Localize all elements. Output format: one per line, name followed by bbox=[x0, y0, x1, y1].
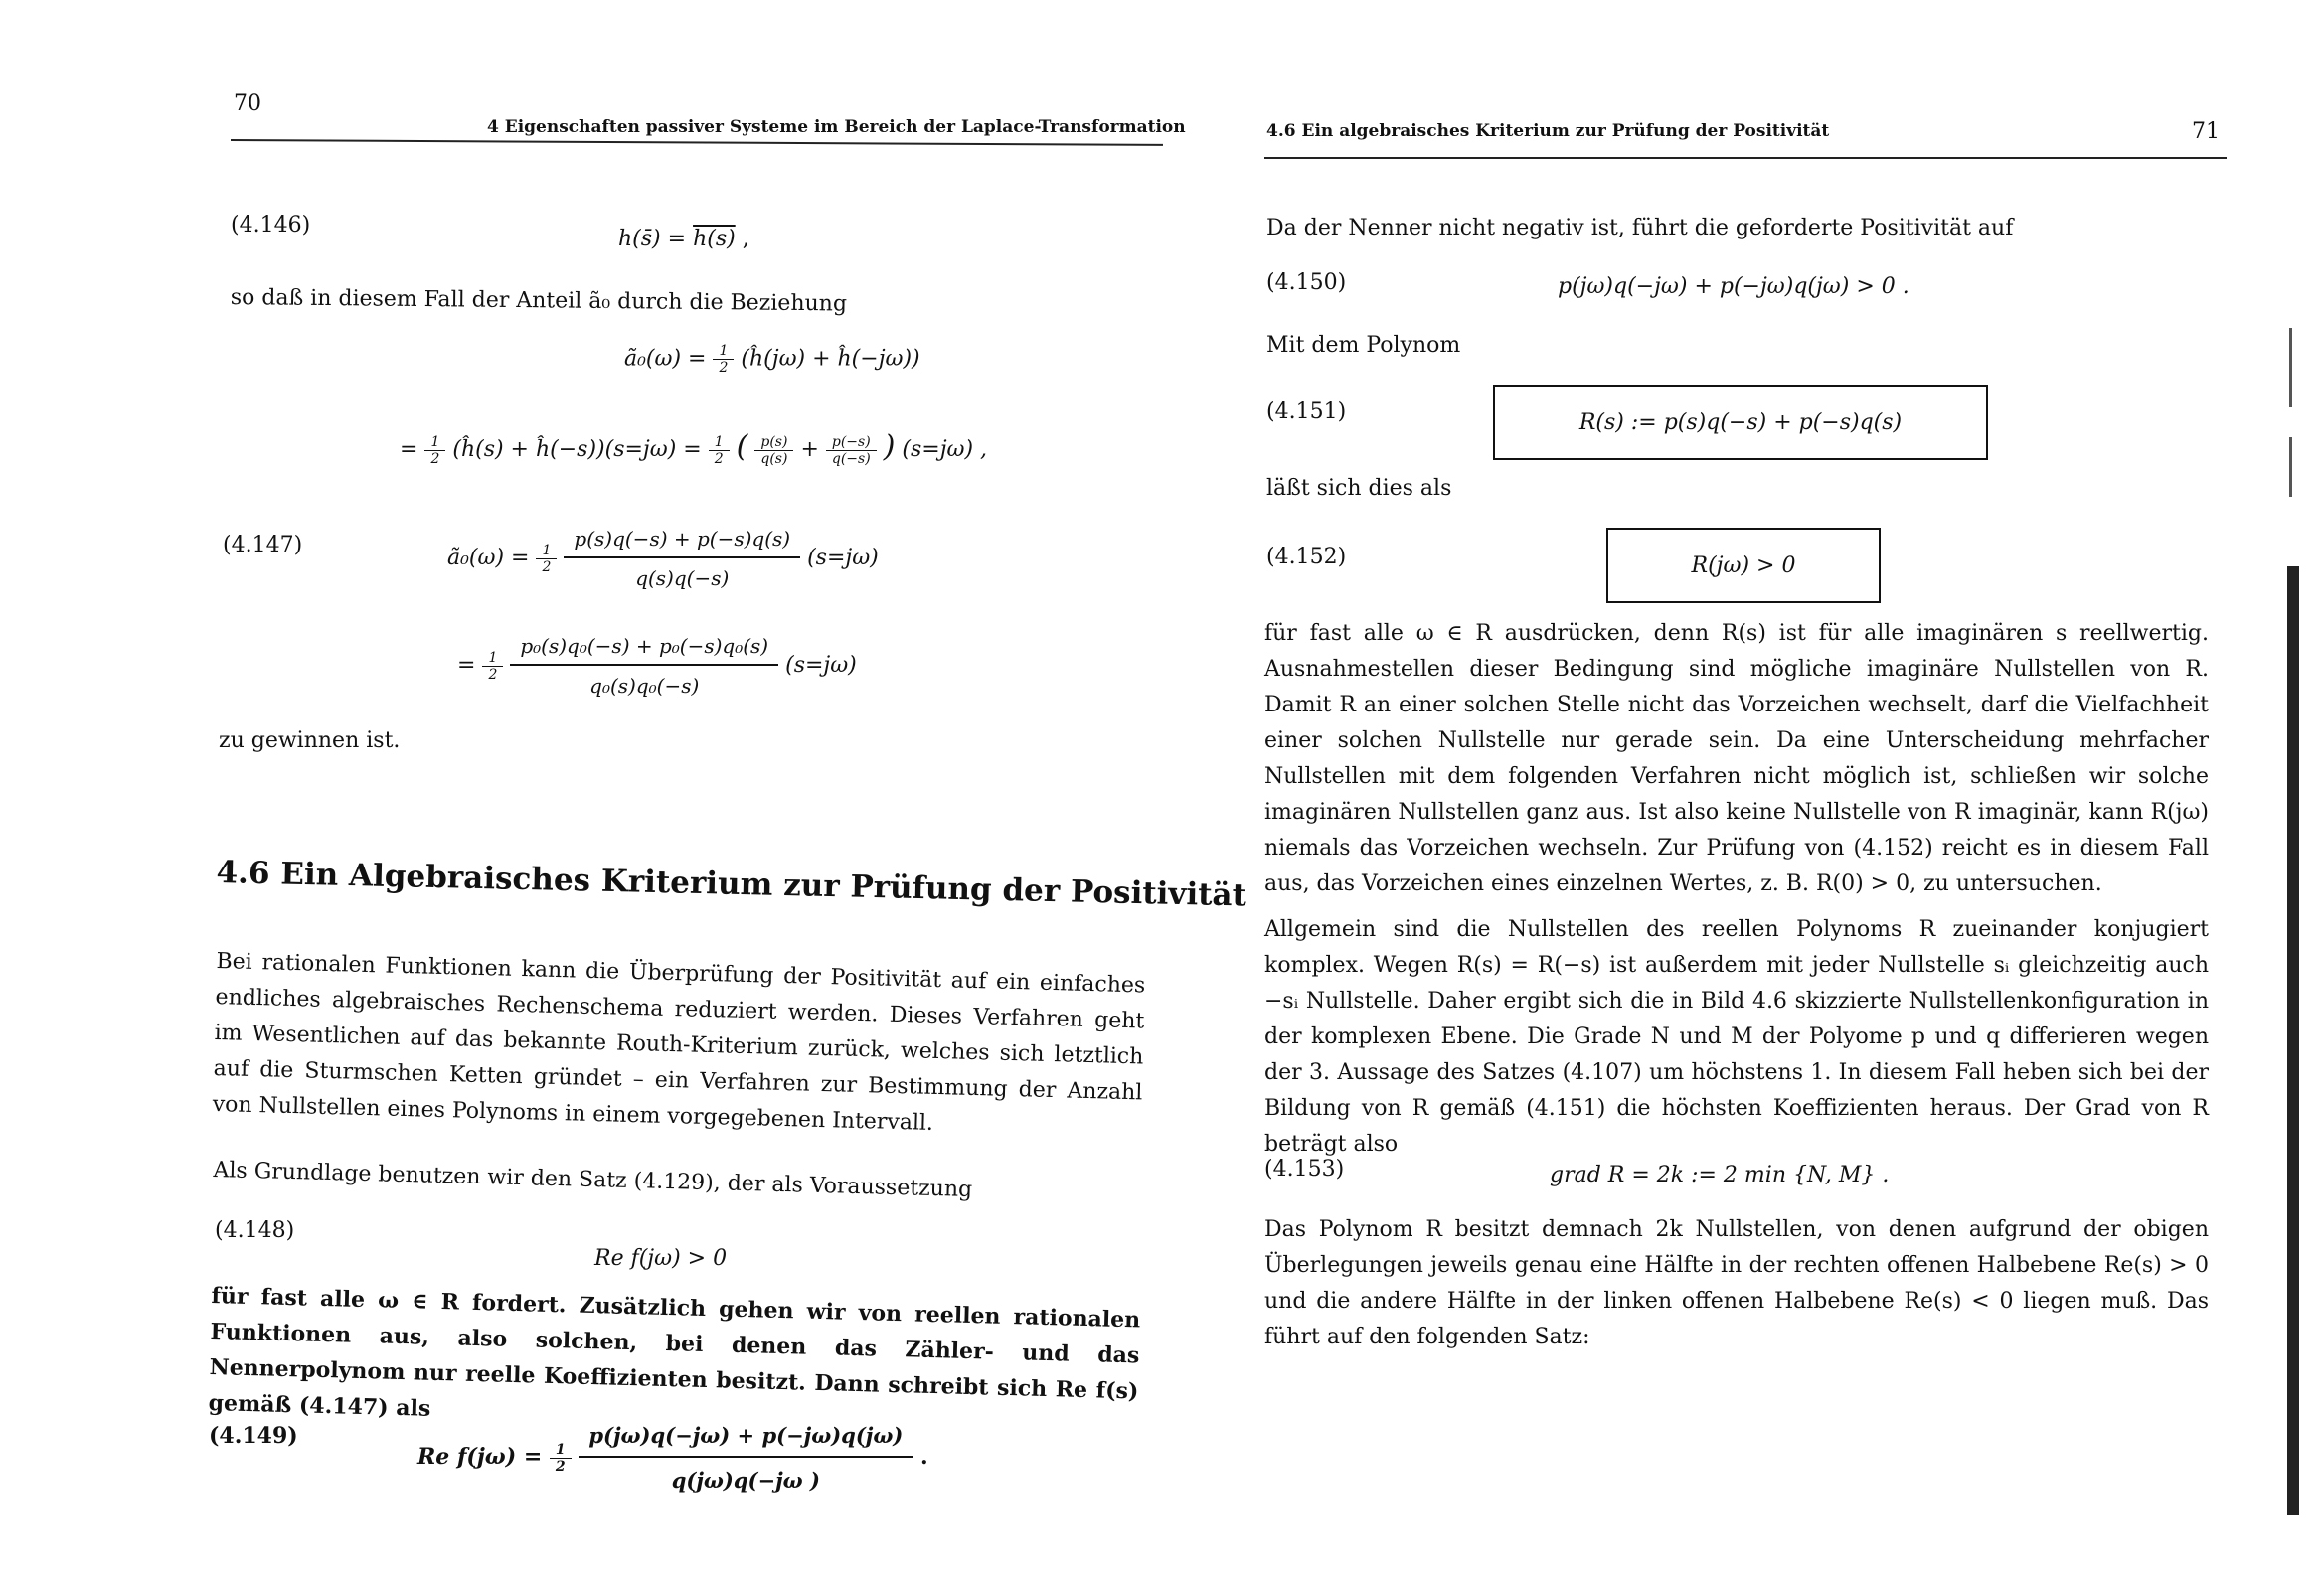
eq-lhs: ã₀(ω) bbox=[447, 546, 505, 570]
equation-4-151-box: R(s) := p(s)q(−s) + p(−s)q(s) bbox=[1493, 385, 1988, 460]
fraction-main: $\frac{p(j\omega)q(-j\omega) + p(-j\omega)q(j\omega)}{q(j\omega)q(-j\omega )}$ bbox=[579, 1423, 913, 1493]
fraction-half: $\frac{1}{2}$ bbox=[550, 1442, 572, 1475]
equation-4-147-line1: ã₀(ω) = $\frac{1}{2}$ $\frac{p(s)q(-s) + p(-s)q(s)}{q(s)q(-s)}$ (s=jω) bbox=[447, 527, 879, 590]
fraction-half: $\frac{1}{2}$ bbox=[713, 343, 734, 376]
header-rule bbox=[231, 139, 1163, 146]
equation-4-147-line2: = $\frac{1}{2}$ $\frac{\text{p₀(s)q₀(−s) + p₀(−s)q₀(s)}}{\text{q₀(s)q₀(−s)}}$ (s=jω) bbox=[457, 634, 857, 698]
paragraph: Allgemein sind die Nullstellen des reellen Polynoms R zueinander konjugiert komplex. Wegen R(s) = R(−s) ist außerdem mit jeder Nullstelle sᵢ gleichzeitig auch −sᵢ Nullstelle. Daher ergibt sich die in Bild 4.6 skizzierte Nullstellenkonfiguration in der komplexen Ebene. Die Grade N und M der Polyome p und q differieren wegen der 3. Aussage des Satzes (4.107) um höchstens 1. In diesem Fall heben sich bei der Bildung von R gemäß (4.151) die höchsten Koeffizienten heraus. Der Grad von R beträgt also bbox=[1264, 917, 2209, 1157]
equation-number: (4.146) bbox=[231, 213, 311, 237]
fraction-half: $\frac{1}{2}$ bbox=[424, 434, 445, 467]
fraction-main: $\frac{\text{p₀(s)q₀(−s) + p₀(−s)q₀(s)}}{\text{q₀(s)q₀(−s)}}$ bbox=[510, 634, 778, 698]
paragraph: für fast alle ω ∈ R fordert. Zusätzlich gehen wir von reellen rationalen Funktionen aus, also solchen, bei denen das Zähler- und das Nennerpolynom nur reelle Koeffizienten besitzt. Dann schreibt sich Re f(s) gemäß (4.147) als bbox=[208, 1282, 1141, 1422]
equation-number: (4.153) bbox=[1264, 1157, 1345, 1182]
fraction-half: $\frac{1}{2}$ bbox=[482, 650, 503, 683]
scan-edge-mark bbox=[2289, 328, 2292, 407]
equation-number: (4.150) bbox=[1266, 270, 1347, 295]
text-line: zu gewinnen ist. bbox=[219, 728, 401, 753]
paragraph: Als Grundlage benutzen wir den Satz (4.129), der als Voraussetzung bbox=[213, 1157, 973, 1202]
equation-a0-line1: ã₀(ω) = $\frac{1}{2}$ (ĥ(jω) + ĥ(−jω)) bbox=[624, 343, 920, 376]
text-line: läßt sich dies als bbox=[1266, 476, 1452, 501]
page-number: 70 bbox=[234, 91, 261, 116]
text-line: Mit dem Polynom bbox=[1266, 333, 1461, 358]
scan-edge-mark bbox=[2289, 437, 2292, 497]
equation-number: (4.151) bbox=[1266, 399, 1347, 424]
equation-4-150: p(jω)q(−jω) + p(−jω)q(jω) > 0 . bbox=[1558, 274, 1909, 299]
equation-4-146: h(s̄) = h(s) , bbox=[618, 227, 749, 251]
equation-4-152-box: R(jω) > 0 bbox=[1606, 528, 1881, 603]
page-number: 71 bbox=[2192, 119, 2220, 144]
eq-rhs: (ĥ(jω) + ĥ(−jω)) bbox=[741, 346, 920, 372]
equation-a0-line2: = $\frac{1}{2}$ (ĥ(s) + ĥ(−s))(s=jω) = $\frac{1}{2}$ ( $\frac{p(s)}{q(s)}$ + $\frac{p(-s)}{q(-s)}$ ) (s=jω) , bbox=[400, 429, 988, 467]
eq-tail: , bbox=[742, 227, 749, 251]
equation-number: (4.149) bbox=[209, 1423, 298, 1449]
paragraph: für fast alle ω ∈ R ausdrücken, denn R(s) ist für alle imaginären s reellwertig. Ausnahmestellen dieser Bedingung sind mögliche imaginäre Nullstellen von R. Damit R an einer solchen Stelle nicht das Vorzeichen wechselt, darf die Vielfachheit einer solchen Nullstelle nur gerade sein. Da eine Unterscheidung mehrfacher Nullstellen mit dem folgenden Verfahren nicht möglich ist, schließen wir solche imaginären Nullstellen ganz aus. Ist also keine Nullstelle von R imaginär, kann R(jω) niemals das Vorzeichen wechseln. Zur Prüfung von (4.152) reicht es in diesem Fall aus, das Vorzeichen eines einzelnen Wertes, z. B. R(0) > 0, zu untersuchen. bbox=[1264, 621, 2209, 896]
eq-substitution: (s=jω) bbox=[807, 546, 879, 570]
equation-4-153: grad R = 2k := 2 min {N, M} . bbox=[1550, 1163, 1890, 1187]
paragraph: Bei rationalen Funktionen kann die Überprüfung der Positivität auf ein einfaches endliches algebraisches Rechenschema reduziert werden. Dieses Verfahren geht im Wesentlichen auf das bekannte Routh-Kriterium zurück, welches sich letztlich auf die Sturmschen Ketten gründet – ein Verfahren zur Bestimmung der Anzahl von Nullstellen eines Polynoms in einem vorgegebenen Intervall. bbox=[212, 948, 1146, 1136]
eq-tail: (s=jω) , bbox=[902, 437, 988, 462]
eq-lhs: Re f(jω) bbox=[417, 1444, 517, 1470]
scan-edge-shadow bbox=[2287, 566, 2299, 1515]
equation-number: (4.152) bbox=[1266, 545, 1347, 569]
running-header: 4 Eigenschaften passiver Systeme im Bereich der Laplace-Transformation bbox=[487, 117, 1186, 137]
fraction-p-over-q-neg: $\frac{p(-s)}{q(-s)}$ bbox=[826, 434, 877, 467]
fraction-p-over-q: $\frac{p(s)}{q(s)}$ bbox=[754, 434, 793, 467]
fraction-half: $\frac{1}{2}$ bbox=[536, 543, 557, 575]
eq-substitution: (s=jω) bbox=[785, 653, 857, 678]
eq-lhs: h(s̄) bbox=[618, 227, 661, 251]
paragraph: Das Polynom R besitzt demnach 2k Nullstellen, von denen aufgrund der obigen Überlegungen jeweils genau eine Hälfte in der rechten offenen Halbebene Re(s) > 0 und die andere Hälfte in der linken offenen Halbebene Re(s) < 0 liegen muß. Das führt auf den folgenden Satz: bbox=[1264, 1217, 2209, 1349]
section-heading: 4.6 Ein Algebraisches Kriterium zur Prüfung der Positivität bbox=[216, 855, 1247, 914]
fraction-half: $\frac{1}{2}$ bbox=[709, 434, 730, 467]
fraction-main: $\frac{p(s)q(-s) + p(-s)q(s)}{q(s)q(-s)}$ bbox=[564, 527, 800, 590]
paragraph: Da der Nenner nicht negativ ist, führt die geforderte Positivität auf bbox=[1266, 216, 2014, 240]
equation-number: (4.147) bbox=[223, 533, 303, 557]
header-rule bbox=[1264, 157, 2227, 159]
right-page bbox=[1162, 0, 2324, 1577]
eq-lhs: ã₀(ω) bbox=[624, 346, 682, 372]
equation-4-149: Re f(jω) = $\frac{1}{2}$ $\frac{p(j\omega)q(-j\omega) + p(-j\omega)q(j\omega)}{q(j\omega)q(-j\omega )}$ . bbox=[417, 1423, 928, 1493]
eq-tail: . bbox=[920, 1444, 928, 1470]
running-header: 4.6 Ein algebraisches Kriterium zur Prüfung der Positivität bbox=[1266, 121, 1830, 141]
eq-rhs-conjugate: h(s) bbox=[693, 227, 736, 251]
equation-number: (4.148) bbox=[215, 1218, 295, 1243]
eq-part: (ĥ(s) + ĥ(−s))(s=jω) bbox=[452, 437, 677, 462]
text-line: so daß in diesem Fall der Anteil ã₀ durch die Beziehung bbox=[230, 284, 848, 317]
equation-4-148: Re f(jω) > 0 bbox=[594, 1246, 728, 1271]
